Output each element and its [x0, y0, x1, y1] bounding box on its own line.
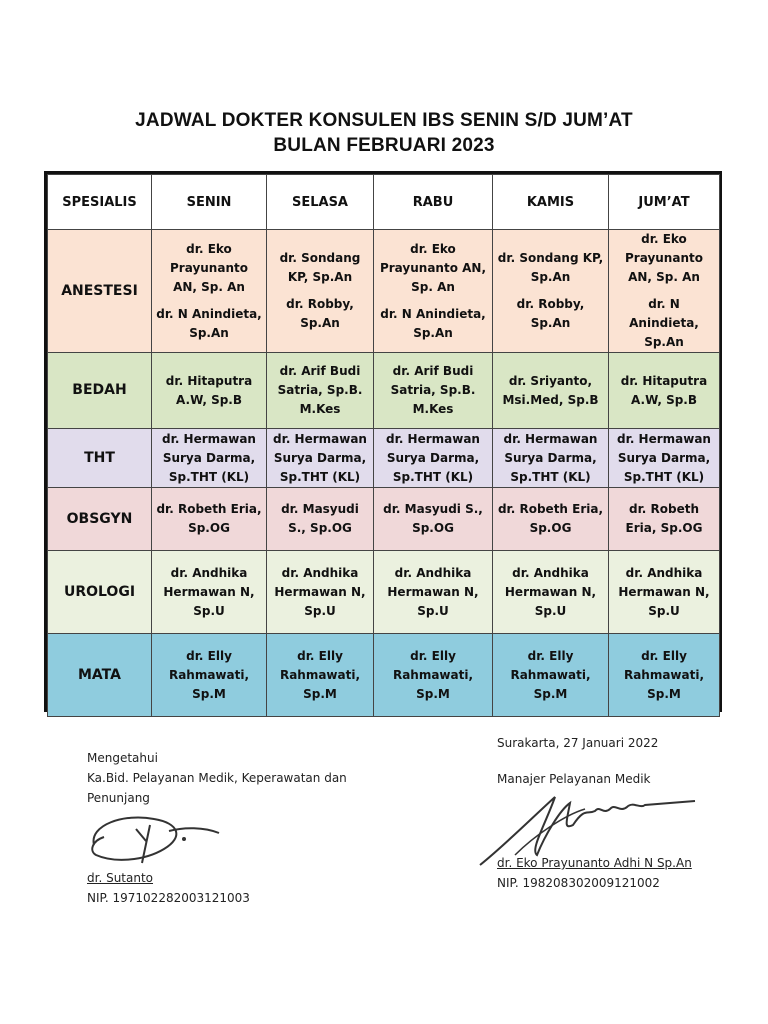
schedule-cell [609, 551, 720, 634]
schedule-cell [493, 488, 609, 551]
left-signatory-name: dr. Sutanto [87, 871, 154, 885]
place-date: Surakarta, 27 Januari 2022 [497, 736, 659, 750]
table-row [48, 353, 720, 429]
header-cell: JUM’AT [609, 175, 720, 230]
doctor-entry: dr. Masyudi S., Sp.OG [281, 502, 359, 535]
table-row [48, 551, 720, 634]
schedule-cell [493, 551, 609, 634]
schedule-cell [152, 551, 267, 634]
header-cell: SPESIALIS [48, 175, 152, 230]
doctor-entry: dr. Eko Prayunanto AN, Sp. An [379, 241, 487, 294]
doctor-entry: dr. Robby, Sp.An [286, 297, 354, 330]
specialty-cell: UROLOGI [48, 551, 152, 634]
table-row [48, 488, 720, 551]
doctor-entry: dr. Hermawan Surya Darma, Sp.THT (KL) [617, 431, 711, 484]
doctor-entry: dr. Andhika Hermawan N, Sp.U [274, 565, 366, 618]
doctor-entry: dr. N Anindieta, Sp.An [380, 306, 486, 340]
header-cell: KAMIS [493, 175, 609, 230]
schedule-cell [609, 488, 720, 551]
schedule-cell [609, 353, 720, 429]
right-signatory-name: dr. Eko Prayunanto Adhi N Sp.An [497, 856, 692, 870]
schedule-cell [374, 551, 493, 634]
schedule-cell [267, 634, 374, 717]
doctor-entry: dr. Hermawan Surya Darma, Sp.THT (KL) [503, 431, 598, 484]
doctor-entry: dr. Arif Budi Satria, Sp.B. M.Kes [277, 364, 363, 416]
schedule-body [48, 230, 720, 717]
header-cell: SELASA [267, 175, 374, 230]
doctor-entry: dr. Robeth Eria, Sp.OG [497, 502, 604, 535]
schedule-cell [493, 353, 609, 429]
schedule-cell [152, 353, 267, 429]
specialty-cell: THT [48, 429, 152, 488]
schedule-cell [267, 230, 374, 353]
doctor-entry: dr. Arif Budi Satria, Sp.B. M.Kes [390, 364, 476, 416]
left-position-line1: Ka.Bid. Pelayanan Medik, Keperawatan dan [87, 771, 347, 785]
document-subtitle: BULAN FEBRUARI 2023 [273, 135, 495, 156]
schedule-table-frame [44, 171, 722, 712]
schedule-cell [374, 634, 493, 717]
left-signature-image [84, 805, 224, 875]
right-signature-image [475, 785, 705, 885]
doctor-entry: dr. Robeth Eria, Sp.OG [156, 502, 262, 535]
doctor-entry: dr. Robby, Sp.An [516, 297, 585, 330]
doctor-entry: dr. Sondang KP, Sp.An [497, 251, 604, 284]
header-row [48, 175, 720, 230]
doctor-entry: dr. Elly Rahmawati, Sp.M [392, 648, 474, 701]
doctor-entry: dr. Hermawan Surya Darma, Sp.THT (KL) [162, 431, 256, 484]
schedule-cell [267, 429, 374, 488]
table-row [48, 429, 720, 488]
doctor-entry: dr. Andhika Hermawan N, Sp.U [163, 565, 255, 618]
schedule-cell [374, 230, 493, 353]
table-row [48, 634, 720, 717]
doctor-entry: dr. Hermawan Surya Darma, Sp.THT (KL) [386, 431, 480, 484]
doctor-entry: dr. Elly Rahmawati, Sp.M [168, 648, 250, 701]
schedule-cell [267, 353, 374, 429]
acknowledgement-label: Mengetahui [87, 751, 158, 765]
schedule-cell [152, 230, 267, 353]
doctor-entry: dr. Elly Rahmawati, Sp.M [510, 648, 591, 701]
specialty-cell: ANESTESI [48, 230, 152, 353]
schedule-cell [267, 488, 374, 551]
doctor-entry: dr. Elly Rahmawati, Sp.M [623, 648, 705, 701]
doctor-entry: dr. Hitaputra A.W, Sp.B [165, 373, 253, 407]
schedule-cell [374, 429, 493, 488]
schedule-cell [267, 551, 374, 634]
specialty-cell: BEDAH [48, 353, 152, 429]
schedule-cell [374, 488, 493, 551]
specialty-cell: OBSGYN [48, 488, 152, 551]
doctor-entry: dr. Andhika Hermawan N, Sp.U [387, 565, 479, 618]
right-gap [497, 753, 757, 769]
doctor-entry: dr. Eko Prayunanto AN, Sp. An [625, 232, 703, 284]
schedule-cell [493, 230, 609, 353]
doctor-entry: dr. Elly Rahmawati, Sp.M [279, 648, 361, 701]
doctor-entry: dr. Sondang KP, Sp.An [279, 251, 361, 284]
left-signatory-nip: NIP. 197102282003121003 [87, 891, 250, 905]
schedule-cell [609, 634, 720, 717]
schedule-table [47, 174, 720, 717]
schedule-cell [152, 429, 267, 488]
schedule-cell [609, 230, 720, 353]
doctor-entry: dr. Andhika Hermawan N, Sp.U [504, 565, 597, 618]
schedule-cell [609, 429, 720, 488]
doctor-entry: dr. N Anindieta, Sp.An [156, 306, 262, 340]
doctor-entry: dr. Masyudi S., Sp.OG [383, 502, 483, 535]
doctor-entry: dr. N Anindieta, Sp.An [629, 297, 699, 349]
header-cell: RABU [374, 175, 493, 230]
doctor-entry: dr. Hermawan Surya Darma, Sp.THT (KL) [273, 431, 367, 484]
schedule-cell [374, 353, 493, 429]
right-position: Manajer Pelayanan Medik [497, 772, 651, 786]
schedule-cell [152, 488, 267, 551]
left-position-line2: Penunjang [87, 791, 150, 805]
doctor-entry: dr. Hitaputra A.W, Sp.B [620, 373, 708, 407]
right-signatory-nip: NIP. 198208302009121002 [497, 876, 660, 890]
header-cell: SENIN [152, 175, 267, 230]
document-title: JADWAL DOKTER KONSULEN IBS SENIN S/D JUM’AT [135, 110, 633, 131]
doctor-entry: dr. Andhika Hermawan N, Sp.U [618, 565, 710, 618]
schedule-cell [493, 634, 609, 717]
doctor-entry: dr. Sriyanto, Msi.Med, Sp.B [502, 373, 599, 407]
doctor-entry: dr. Robeth Eria, Sp.OG [625, 502, 703, 535]
schedule-cell [493, 429, 609, 488]
table-row [48, 230, 720, 353]
schedule-cell [152, 634, 267, 717]
specialty-cell: MATA [48, 634, 152, 717]
doctor-entry: dr. Eko Prayunanto AN, Sp. An [170, 241, 248, 294]
